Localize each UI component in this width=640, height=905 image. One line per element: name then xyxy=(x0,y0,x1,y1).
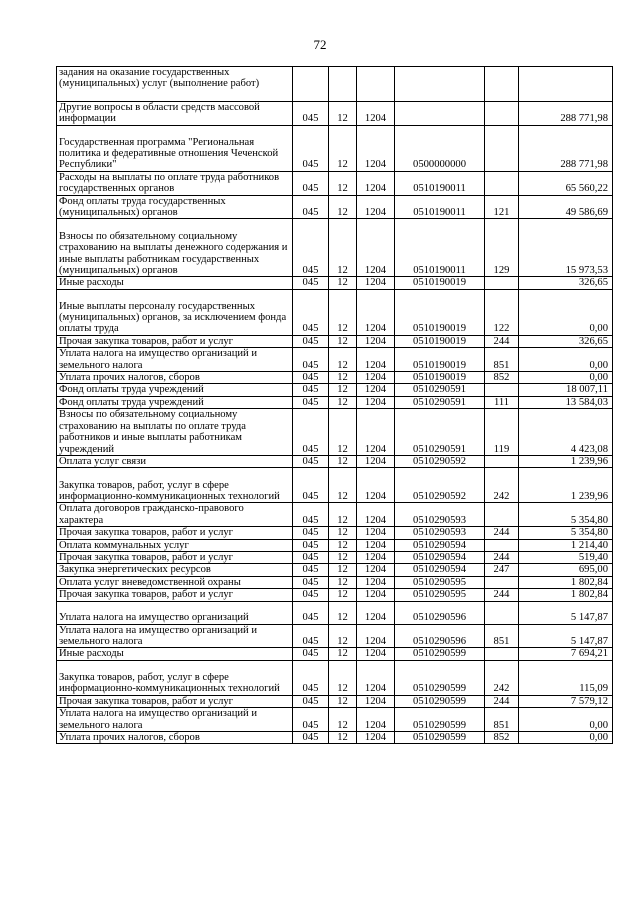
table-row xyxy=(57,171,613,195)
cell-subsection: 1204 xyxy=(357,289,395,335)
table-row xyxy=(57,468,613,503)
cell-target-article: 0510290595 xyxy=(395,589,485,601)
cell-target-article: 0510190011 xyxy=(395,195,485,219)
cell-subsection: 1204 xyxy=(357,564,395,576)
cell-name: Государственная программа "Региональная политика и федеративные отношения Чеченской Республики" xyxy=(57,125,293,171)
cell-name: Закупка товаров, работ, услуг в сфере информационно-коммуникационных технологий xyxy=(57,660,293,695)
cell-amount: 288 771,98 xyxy=(519,125,613,171)
cell-amount: 0,00 xyxy=(519,708,613,732)
cell-amount: 1 802,84 xyxy=(519,576,613,588)
cell-expense-type xyxy=(485,539,519,551)
cell-name: Прочая закупка товаров, работ и услуг xyxy=(57,589,293,601)
cell-amount: 18 007,11 xyxy=(519,384,613,396)
cell-ministry-code: 045 xyxy=(293,409,329,456)
cell-ministry-code: 045 xyxy=(293,576,329,588)
cell-section: 12 xyxy=(329,335,357,347)
cell-target-article: 0510290591 xyxy=(395,384,485,396)
cell-name: Закупка энергетических ресурсов xyxy=(57,564,293,576)
cell-amount: 7 694,21 xyxy=(519,648,613,660)
cell-amount: 7 579,12 xyxy=(519,695,613,707)
cell-section: 12 xyxy=(329,503,357,527)
cell-section: 12 xyxy=(329,695,357,707)
cell-expense-type xyxy=(485,67,519,102)
cell-subsection: 1204 xyxy=(357,455,395,467)
table-row xyxy=(57,660,613,695)
cell-target-article: 0510190019 xyxy=(395,372,485,384)
cell-target-article: 0510290591 xyxy=(395,396,485,408)
cell-amount: 0,00 xyxy=(519,732,613,744)
cell-subsection: 1204 xyxy=(357,195,395,219)
cell-ministry-code: 045 xyxy=(293,695,329,707)
cell-target-article: 0510190019 xyxy=(395,277,485,289)
cell-ministry-code: 045 xyxy=(293,503,329,527)
cell-ministry-code: 045 xyxy=(293,660,329,695)
cell-amount: 519,40 xyxy=(519,551,613,563)
table-row xyxy=(57,527,613,539)
table-row xyxy=(57,409,613,456)
cell-target-article: 0500000000 xyxy=(395,125,485,171)
cell-section: 12 xyxy=(329,527,357,539)
cell-subsection: 1204 xyxy=(357,601,395,624)
cell-expense-type xyxy=(485,171,519,195)
cell-target-article: 0510190019 xyxy=(395,335,485,347)
cell-name: Иные расходы xyxy=(57,648,293,660)
cell-ministry-code: 045 xyxy=(293,468,329,503)
cell-subsection: 1204 xyxy=(357,219,395,277)
cell-name: Оплата услуг вневедомственной охраны xyxy=(57,576,293,588)
cell-section: 12 xyxy=(329,396,357,408)
table-row xyxy=(57,601,613,624)
cell-expense-type xyxy=(485,601,519,624)
cell-section: 12 xyxy=(329,289,357,335)
cell-section: 12 xyxy=(329,624,357,648)
cell-subsection: 1204 xyxy=(357,396,395,408)
cell-subsection: 1204 xyxy=(357,409,395,456)
cell-target-article: 0510290594 xyxy=(395,551,485,563)
cell-target-article: 0510290593 xyxy=(395,503,485,527)
cell-subsection: 1204 xyxy=(357,384,395,396)
cell-target-article: 0510290599 xyxy=(395,708,485,732)
cell-subsection: 1204 xyxy=(357,468,395,503)
table-row xyxy=(57,396,613,408)
table-row xyxy=(57,551,613,563)
cell-expense-type xyxy=(485,576,519,588)
cell-section: 12 xyxy=(329,564,357,576)
cell-name: Оплата договоров гражданско-правового характера xyxy=(57,503,293,527)
cell-target-article: 0510190011 xyxy=(395,219,485,277)
cell-ministry-code: 045 xyxy=(293,348,329,372)
cell-name: Оплата коммунальных услуг xyxy=(57,539,293,551)
cell-target-article: 0510290596 xyxy=(395,601,485,624)
table-row xyxy=(57,732,613,744)
cell-section: 12 xyxy=(329,589,357,601)
cell-name: Уплата налога на имущество организаций и земельного налога xyxy=(57,708,293,732)
cell-expense-type: 244 xyxy=(485,335,519,347)
cell-target-article: 0510290595 xyxy=(395,576,485,588)
cell-target-article: 0510290599 xyxy=(395,648,485,660)
cell-ministry-code: 045 xyxy=(293,195,329,219)
cell-section: 12 xyxy=(329,539,357,551)
cell-subsection: 1204 xyxy=(357,527,395,539)
cell-amount: 5 147,87 xyxy=(519,601,613,624)
table-row xyxy=(57,67,613,102)
cell-amount xyxy=(519,67,613,102)
cell-amount: 1 239,96 xyxy=(519,468,613,503)
cell-subsection: 1204 xyxy=(357,539,395,551)
cell-target-article: 0510290594 xyxy=(395,539,485,551)
cell-section: 12 xyxy=(329,468,357,503)
cell-subsection: 1204 xyxy=(357,503,395,527)
cell-expense-type: 129 xyxy=(485,219,519,277)
cell-subsection: 1204 xyxy=(357,335,395,347)
table-row xyxy=(57,539,613,551)
cell-target-article: 0510190011 xyxy=(395,171,485,195)
cell-name: Оплата услуг связи xyxy=(57,455,293,467)
cell-ministry-code: 045 xyxy=(293,335,329,347)
cell-expense-type xyxy=(485,384,519,396)
cell-expense-type: 851 xyxy=(485,708,519,732)
cell-section: 12 xyxy=(329,732,357,744)
table-row xyxy=(57,624,613,648)
cell-expense-type: 244 xyxy=(485,695,519,707)
cell-amount: 65 560,22 xyxy=(519,171,613,195)
cell-name: Фонд оплаты труда учреждений xyxy=(57,384,293,396)
cell-amount: 115,09 xyxy=(519,660,613,695)
table-row xyxy=(57,708,613,732)
cell-subsection: 1204 xyxy=(357,708,395,732)
cell-target-article: 0510290596 xyxy=(395,624,485,648)
cell-section: 12 xyxy=(329,219,357,277)
table-row xyxy=(57,589,613,601)
cell-target-article: 0510290599 xyxy=(395,695,485,707)
cell-name: Прочая закупка товаров, работ и услуг xyxy=(57,695,293,707)
cell-amount: 0,00 xyxy=(519,348,613,372)
cell-amount: 0,00 xyxy=(519,372,613,384)
table-row xyxy=(57,289,613,335)
cell-amount: 49 586,69 xyxy=(519,195,613,219)
cell-amount: 326,65 xyxy=(519,277,613,289)
cell-ministry-code: 045 xyxy=(293,708,329,732)
cell-name: задания на оказание государственных (муниципальных) услуг (выполнение работ) xyxy=(57,67,293,102)
cell-ministry-code: 045 xyxy=(293,171,329,195)
cell-ministry-code: 045 xyxy=(293,455,329,467)
cell-section: 12 xyxy=(329,648,357,660)
table-row xyxy=(57,503,613,527)
cell-ministry-code: 045 xyxy=(293,732,329,744)
cell-expense-type: 119 xyxy=(485,409,519,456)
cell-expense-type xyxy=(485,125,519,171)
cell-subsection: 1204 xyxy=(357,102,395,126)
cell-name: Закупка товаров, работ, услуг в сфере информационно-коммуникационных технологий xyxy=(57,468,293,503)
cell-amount: 288 771,98 xyxy=(519,102,613,126)
cell-section: 12 xyxy=(329,409,357,456)
cell-ministry-code: 045 xyxy=(293,564,329,576)
table-row xyxy=(57,648,613,660)
cell-name: Взносы по обязательному социальному страхованию на выплаты денежного содержания и иные выплаты работникам государственных (муниципальных) органов xyxy=(57,219,293,277)
cell-name: Уплата налога на имущество организаций и земельного налога xyxy=(57,624,293,648)
cell-name: Фонд оплаты труда учреждений xyxy=(57,396,293,408)
cell-ministry-code: 045 xyxy=(293,384,329,396)
cell-subsection: 1204 xyxy=(357,348,395,372)
cell-target-article: 0510290593 xyxy=(395,527,485,539)
cell-amount: 5 354,80 xyxy=(519,503,613,527)
cell-name: Иные выплаты персоналу государственных (муниципальных) органов, за исключением фонда оплаты труда xyxy=(57,289,293,335)
cell-amount: 326,65 xyxy=(519,335,613,347)
cell-name: Прочая закупка товаров, работ и услуг xyxy=(57,335,293,347)
cell-section: 12 xyxy=(329,195,357,219)
cell-expense-type: 122 xyxy=(485,289,519,335)
cell-expense-type: 851 xyxy=(485,624,519,648)
cell-ministry-code: 045 xyxy=(293,396,329,408)
cell-subsection: 1204 xyxy=(357,660,395,695)
cell-section: 12 xyxy=(329,576,357,588)
cell-name: Иные расходы xyxy=(57,277,293,289)
cell-expense-type: 852 xyxy=(485,732,519,744)
cell-subsection: 1204 xyxy=(357,171,395,195)
cell-expense-type: 242 xyxy=(485,660,519,695)
budget-table-body xyxy=(57,67,613,744)
cell-amount: 13 584,03 xyxy=(519,396,613,408)
cell-expense-type: 242 xyxy=(485,468,519,503)
cell-section: 12 xyxy=(329,277,357,289)
cell-subsection: 1204 xyxy=(357,589,395,601)
cell-target-article: 0510290594 xyxy=(395,564,485,576)
cell-subsection: 1204 xyxy=(357,576,395,588)
cell-expense-type: 852 xyxy=(485,372,519,384)
cell-name: Уплата прочих налогов, сборов xyxy=(57,732,293,744)
cell-ministry-code: 045 xyxy=(293,539,329,551)
cell-target-article: 0510290599 xyxy=(395,732,485,744)
cell-subsection xyxy=(357,67,395,102)
cell-expense-type xyxy=(485,455,519,467)
cell-section: 12 xyxy=(329,171,357,195)
cell-amount: 0,00 xyxy=(519,289,613,335)
cell-subsection: 1204 xyxy=(357,695,395,707)
page-number: 72 xyxy=(313,37,327,52)
cell-expense-type: 244 xyxy=(485,527,519,539)
cell-name: Прочая закупка товаров, работ и услуг xyxy=(57,551,293,563)
cell-ministry-code: 045 xyxy=(293,527,329,539)
cell-section: 12 xyxy=(329,348,357,372)
cell-name: Прочая закупка товаров, работ и услуг xyxy=(57,527,293,539)
cell-section: 12 xyxy=(329,372,357,384)
table-row xyxy=(57,372,613,384)
cell-target-article: 0510290599 xyxy=(395,660,485,695)
cell-section: 12 xyxy=(329,601,357,624)
cell-section: 12 xyxy=(329,551,357,563)
cell-subsection: 1204 xyxy=(357,648,395,660)
cell-ministry-code: 045 xyxy=(293,589,329,601)
cell-ministry-code: 045 xyxy=(293,372,329,384)
cell-amount: 1 239,96 xyxy=(519,455,613,467)
table-row xyxy=(57,576,613,588)
table-row xyxy=(57,348,613,372)
cell-amount: 5 147,87 xyxy=(519,624,613,648)
cell-name: Уплата налога на имущество организаций и земельного налога xyxy=(57,348,293,372)
cell-amount: 5 354,80 xyxy=(519,527,613,539)
cell-section: 12 xyxy=(329,125,357,171)
cell-name: Фонд оплаты труда государственных (муниципальных) органов xyxy=(57,195,293,219)
cell-section: 12 xyxy=(329,660,357,695)
cell-amount: 4 423,08 xyxy=(519,409,613,456)
cell-ministry-code: 045 xyxy=(293,601,329,624)
table-row xyxy=(57,564,613,576)
cell-expense-type: 247 xyxy=(485,564,519,576)
table-row xyxy=(57,125,613,171)
budget-table xyxy=(56,66,613,744)
cell-target-article xyxy=(395,102,485,126)
cell-section: 12 xyxy=(329,102,357,126)
cell-target-article: 0510290591 xyxy=(395,409,485,456)
table-row xyxy=(57,219,613,277)
cell-amount: 1 214,40 xyxy=(519,539,613,551)
cell-name: Уплата прочих налогов, сборов xyxy=(57,372,293,384)
cell-expense-type: 111 xyxy=(485,396,519,408)
table-row xyxy=(57,277,613,289)
table-row xyxy=(57,335,613,347)
cell-expense-type xyxy=(485,277,519,289)
cell-subsection: 1204 xyxy=(357,624,395,648)
cell-expense-type xyxy=(485,648,519,660)
cell-expense-type: 121 xyxy=(485,195,519,219)
cell-subsection: 1204 xyxy=(357,732,395,744)
cell-expense-type: 244 xyxy=(485,551,519,563)
cell-name: Уплата налога на имущество организаций xyxy=(57,601,293,624)
cell-subsection: 1204 xyxy=(357,125,395,171)
cell-expense-type: 851 xyxy=(485,348,519,372)
cell-section: 12 xyxy=(329,708,357,732)
cell-expense-type xyxy=(485,503,519,527)
cell-target-article: 0510290592 xyxy=(395,468,485,503)
cell-ministry-code: 045 xyxy=(293,289,329,335)
cell-target-article xyxy=(395,67,485,102)
cell-section xyxy=(329,67,357,102)
cell-target-article: 0510290592 xyxy=(395,455,485,467)
cell-ministry-code: 045 xyxy=(293,551,329,563)
cell-name: Другие вопросы в области средств массовой информации xyxy=(57,102,293,126)
cell-ministry-code: 045 xyxy=(293,102,329,126)
cell-amount: 695,00 xyxy=(519,564,613,576)
cell-name: Взносы по обязательному социальному страхованию на выплаты по оплате труда работников и иные выплаты работникам учреждений xyxy=(57,409,293,456)
cell-subsection: 1204 xyxy=(357,277,395,289)
cell-subsection: 1204 xyxy=(357,551,395,563)
cell-target-article: 0510190019 xyxy=(395,348,485,372)
cell-subsection: 1204 xyxy=(357,372,395,384)
table-row xyxy=(57,102,613,126)
cell-name: Расходы на выплаты по оплате труда работников государственных органов xyxy=(57,171,293,195)
cell-ministry-code: 045 xyxy=(293,648,329,660)
cell-expense-type xyxy=(485,102,519,126)
cell-ministry-code: 045 xyxy=(293,125,329,171)
cell-ministry-code: 045 xyxy=(293,277,329,289)
cell-ministry-code: 045 xyxy=(293,624,329,648)
cell-ministry-code: 045 xyxy=(293,219,329,277)
cell-amount: 1 802,84 xyxy=(519,589,613,601)
cell-ministry-code xyxy=(293,67,329,102)
cell-target-article: 0510190019 xyxy=(395,289,485,335)
cell-amount: 15 973,53 xyxy=(519,219,613,277)
cell-section: 12 xyxy=(329,384,357,396)
table-row xyxy=(57,695,613,707)
table-row xyxy=(57,455,613,467)
table-row xyxy=(57,384,613,396)
cell-section: 12 xyxy=(329,455,357,467)
cell-expense-type: 244 xyxy=(485,589,519,601)
table-row xyxy=(57,195,613,219)
